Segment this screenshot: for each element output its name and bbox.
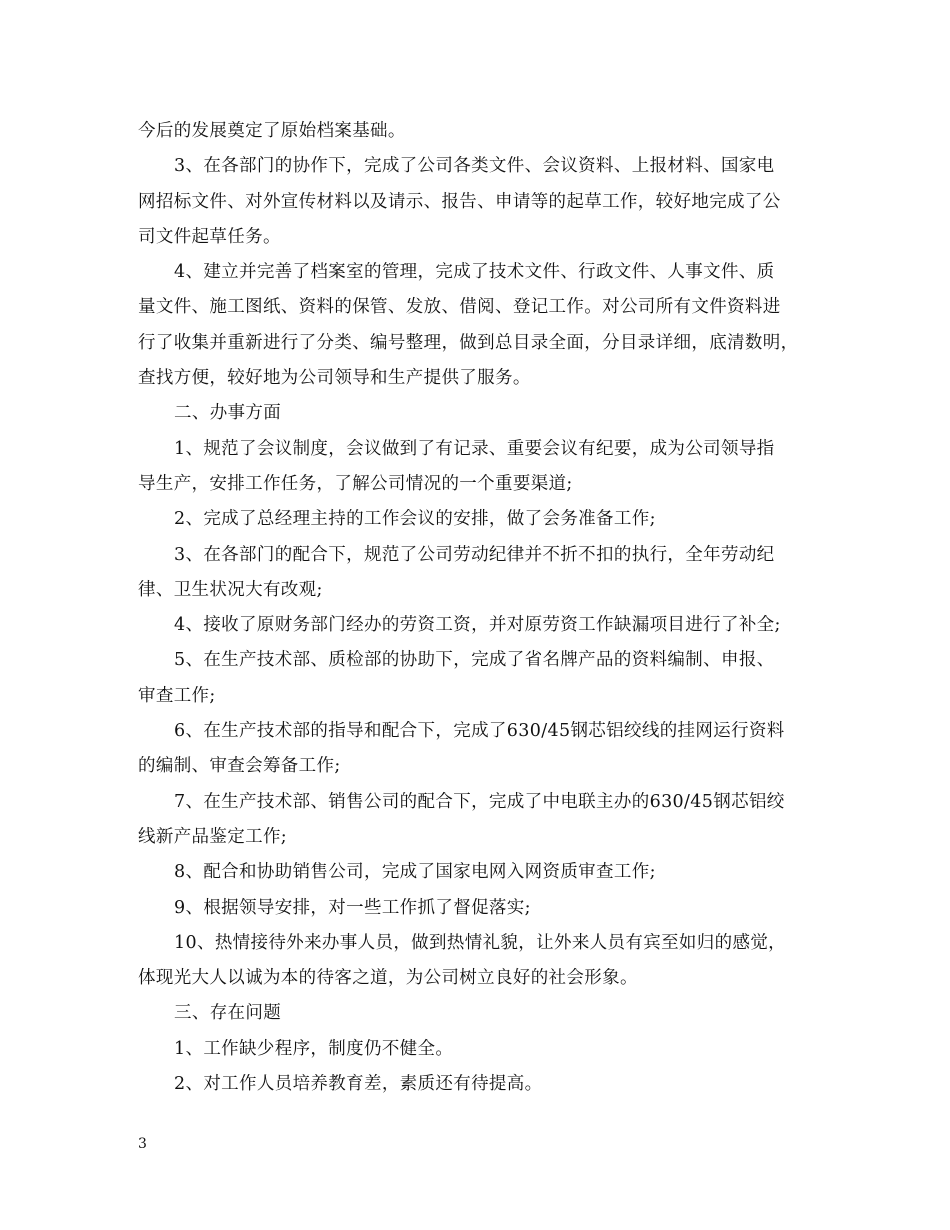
- text-line: 2、对工作人员培养教育差，素质还有待提高。: [174, 1074, 543, 1095]
- document-body: [138, 114, 830, 1102]
- text-line: 4、建立并完善了档案室的管理，完成了技术文件、行政文件、人事文件、质: [174, 262, 775, 283]
- text-line: 二、办事方面: [174, 403, 282, 424]
- text-line: 1、规范了会议制度，会议做到了有记录、重要会议有纪要，成为公司领导指: [174, 438, 775, 459]
- text-line: 5、在生产技术部、质检部的协助下，完成了省名牌产品的资料编制、申报、: [174, 650, 775, 671]
- text-line: 1、工作缺少程序，制度仍不健全。: [174, 1038, 454, 1059]
- text-line: 的编制、审查会筹备工作;: [138, 756, 341, 777]
- text-line: 8、配合和协助销售公司，完成了国家电网入网资质审查工作;: [174, 862, 656, 883]
- text-line: 审查工作;: [138, 685, 216, 706]
- text-line: 10、热情接待外来办事人员，做到热情礼貌，让外来人员有宾至如归的感觉，: [174, 932, 787, 953]
- text-line: 3、在各部门的协作下，完成了公司各类文件、会议资料、上报材料、国家电: [174, 156, 775, 177]
- text-line: 今后的发展奠定了原始档案基础。: [138, 121, 406, 141]
- text-line: 6、在生产技术部的指导和配合下，完成了630/45钢芯铝绞线的挂网运行资料: [174, 721, 785, 742]
- text-line: 网招标文件、对外宣传材料以及请示、报告、申请等的起草工作，较好地完成了公: [138, 191, 781, 212]
- text-line: 9、根据领导安排，对一些工作抓了督促落实;: [174, 897, 531, 918]
- text-line: 3、在各部门的配合下，规范了公司劳动纪律并不折不扣的执行，全年劳动纪: [174, 544, 775, 565]
- text-line: 7、在生产技术部、销售公司的配合下，完成了中电联主办的630/45钢芯铝绞: [174, 791, 785, 812]
- text-line: 三、存在问题: [174, 1003, 282, 1024]
- text-line: 行了收集并重新进行了分类、编号整理，做到总目录全面，分目录详细，底清数明，: [138, 332, 799, 353]
- text-line: 体现光大人以诚为本的待客之道，为公司树立良好的社会形象。: [138, 968, 638, 989]
- text-line: 查找方便，较好地为公司领导和生产提供了服务。: [138, 368, 531, 389]
- text-line: 司文件起草任务。: [138, 226, 281, 247]
- text-line: 4、接收了原财务部门经办的劳资工资，并对原劳资工作缺漏项目进行了补全;: [174, 615, 781, 636]
- text-line: 2、完成了总经理主持的工作会议的安排，做了会务准备工作;: [174, 509, 656, 530]
- page-number: 3: [138, 1136, 147, 1152]
- text-line: 量文件、施工图纸、资料的保管、发放、借阅、登记工作。对公司所有文件资料进: [138, 297, 781, 318]
- text-line: 律、卫生状况大有改观;: [138, 579, 323, 600]
- text-line: 导生产，安排工作任务，了解公司情况的一个重要渠道;: [138, 473, 573, 494]
- text-line: 线新产品鉴定工作;: [138, 826, 288, 847]
